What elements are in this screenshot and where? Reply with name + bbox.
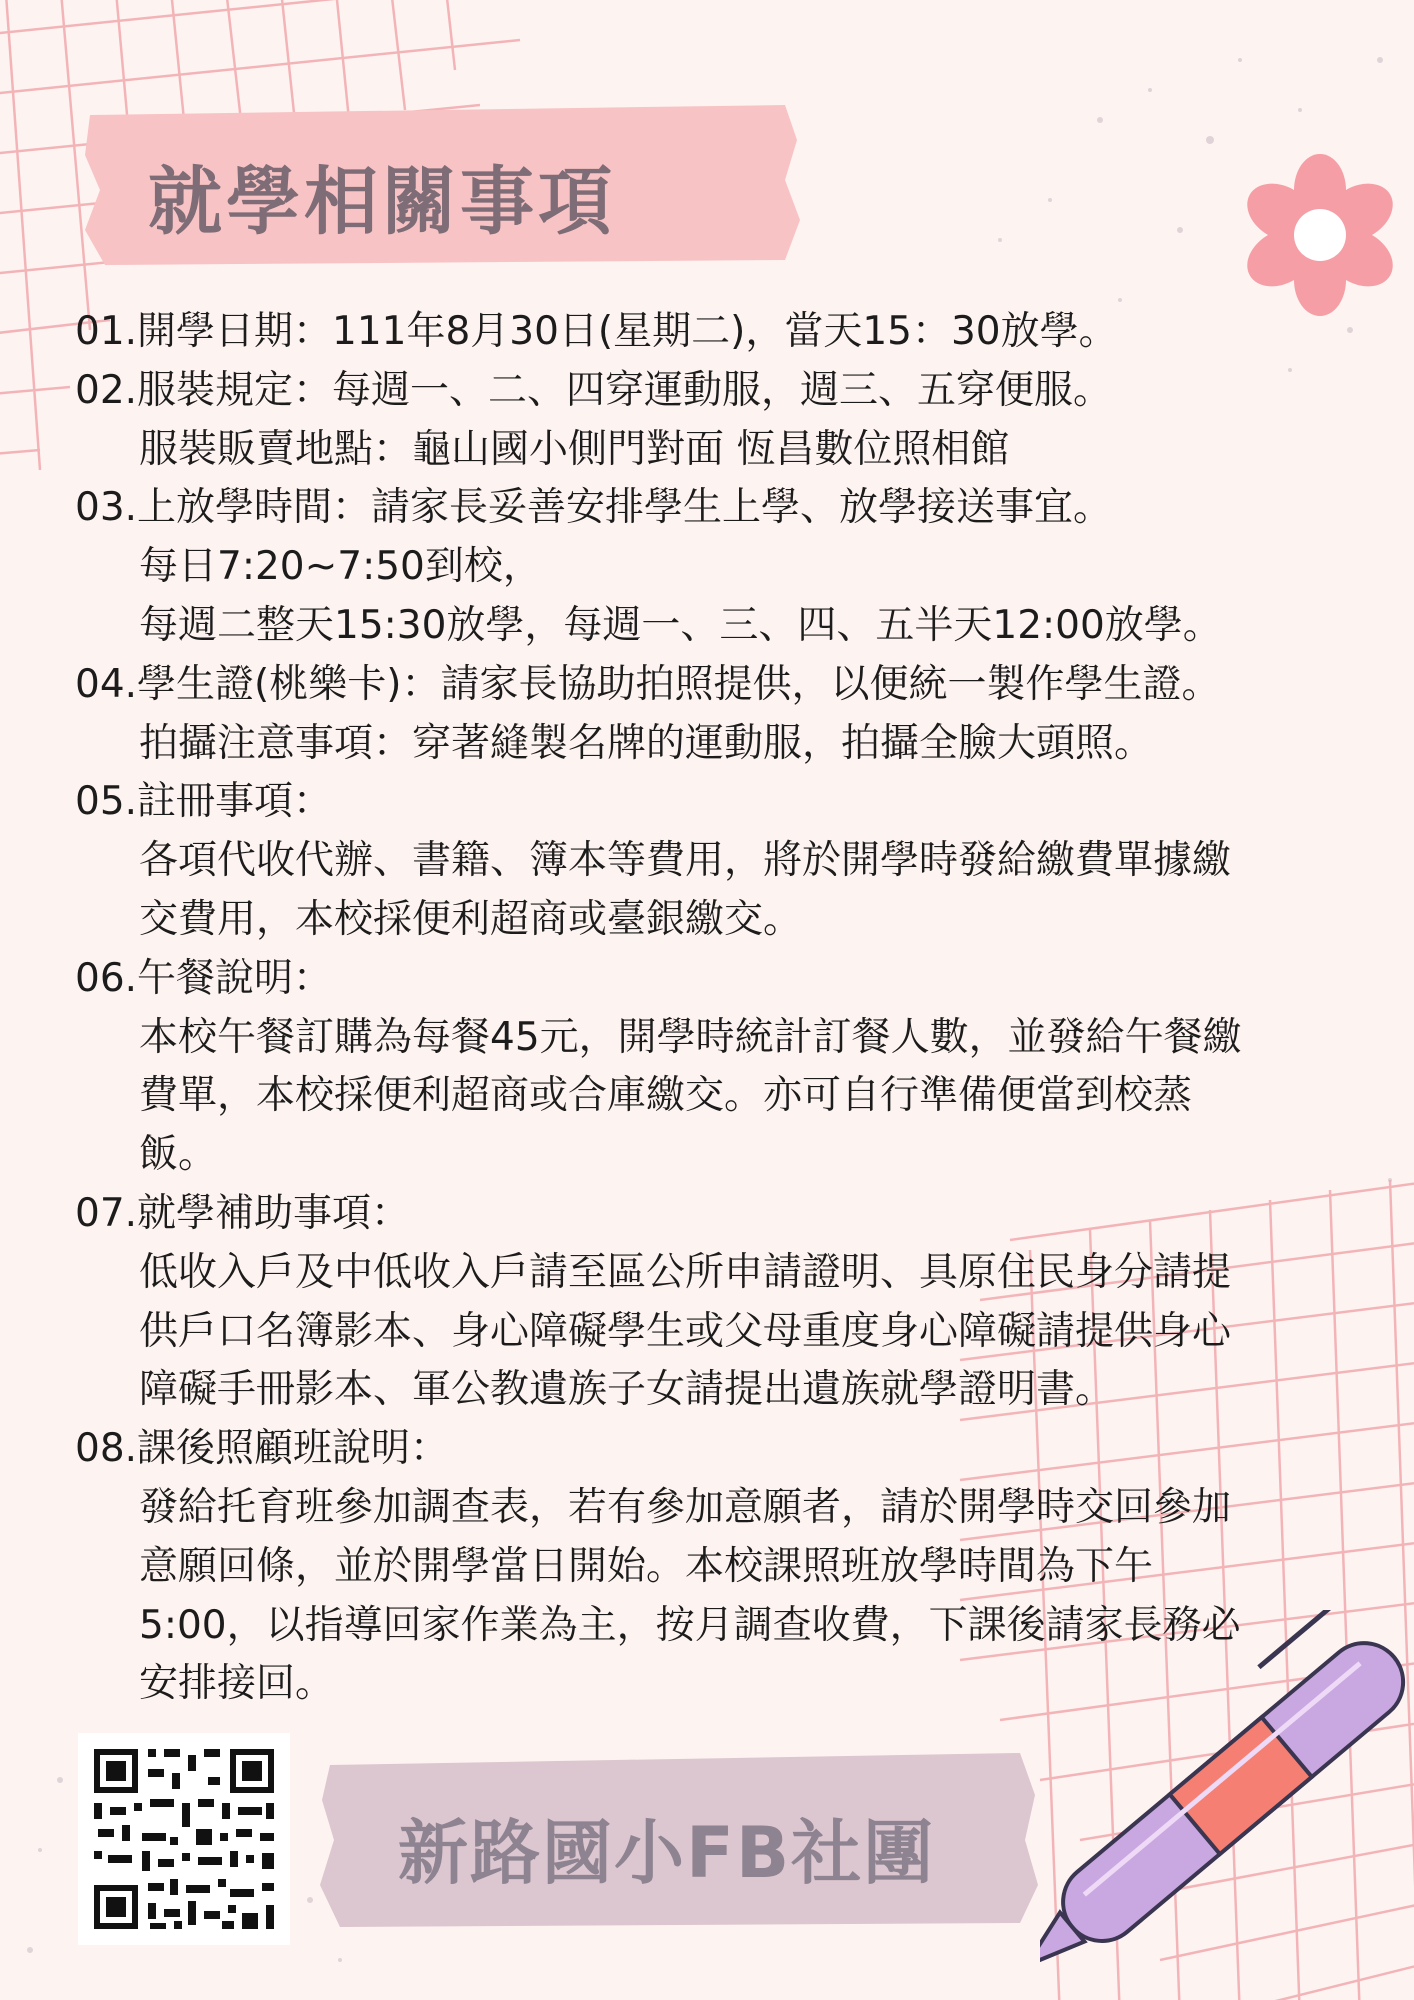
list-item: 安排接回。 xyxy=(139,1661,335,1707)
list-item: 供戶口名簿影本、身心障礙學生或父母重度身心障礙請提供身心 xyxy=(139,1308,1232,1354)
list-item: 04.學生證(桃樂卡)：請家長協助拍照提供，以便統一製作學生證。 xyxy=(75,661,1221,707)
list-item: 發給托育班參加調查表，若有參加意願者，請於開學時交回參加 xyxy=(139,1484,1232,1530)
flower-icon xyxy=(1235,150,1405,320)
list-item: 03.上放學時間：請家長妥善安排學生上學、放學接送事宜。 xyxy=(75,485,1113,531)
list-item: 低收入戶及中低收入戶請至區公所申請證明、具原住民身分請提 xyxy=(139,1249,1232,1295)
list-item: 02.服裝規定：每週一、二、四穿運動服，週三、五穿便服。 xyxy=(75,367,1113,413)
list-item: 飯。 xyxy=(139,1132,218,1178)
list-item: 05.註冊事項： xyxy=(75,779,333,825)
list-item: 5:00，以指導回家作業為主，按月調查收費，下課後請家長務必 xyxy=(139,1602,1241,1648)
list-item: 每週二整天15:30放學，每週一、三、四、五半天12:00放學。 xyxy=(139,602,1222,648)
list-item: 各項代收代辦、書籍、簿本等費用，將於開學時發給繳費單據繳 xyxy=(139,838,1232,884)
list-item: 每日7:20~7:50到校， xyxy=(139,544,542,590)
fb-group-link[interactable]: 新路國小FB社團 xyxy=(398,1812,936,1894)
list-item: 拍攝注意事項：穿著縫製名牌的運動服，拍攝全臉大頭照。 xyxy=(139,720,1154,766)
qr-code-icon[interactable] xyxy=(78,1733,290,1945)
list-item: 交費用，本校採便利超商或臺銀繳交。 xyxy=(139,896,803,942)
page-title: 就學相關事項 xyxy=(148,159,616,245)
list-item: 障礙手冊影本、軍公教遺族子女請提出遺族就學證明書。 xyxy=(139,1367,1115,1413)
list-item: 費單，本校採便利超商或合庫繳交。亦可自行準備便當到校蒸 xyxy=(139,1073,1193,1119)
pen-icon xyxy=(1040,1610,1414,2000)
list-item: 本校午餐訂購為每餐45元，開學時統計訂餐人數，並發給午餐繳 xyxy=(139,1014,1242,1060)
notice-list xyxy=(75,303,1365,1714)
list-item: 意願回條，並於開學當日開始。本校課照班放學時間為下午 xyxy=(139,1543,1154,1589)
list-item: 服裝販賣地點：龜山國小側門對面 恆昌數位照相館 xyxy=(139,426,1010,472)
list-item: 07.就學補助事項： xyxy=(75,1190,411,1236)
list-item: 08.課後照顧班說明： xyxy=(75,1426,450,1472)
list-item: 06.午餐說明： xyxy=(75,955,333,1001)
list-item: 01.開學日期：111年8月30日(星期二)，當天15：30放學。 xyxy=(75,309,1118,354)
